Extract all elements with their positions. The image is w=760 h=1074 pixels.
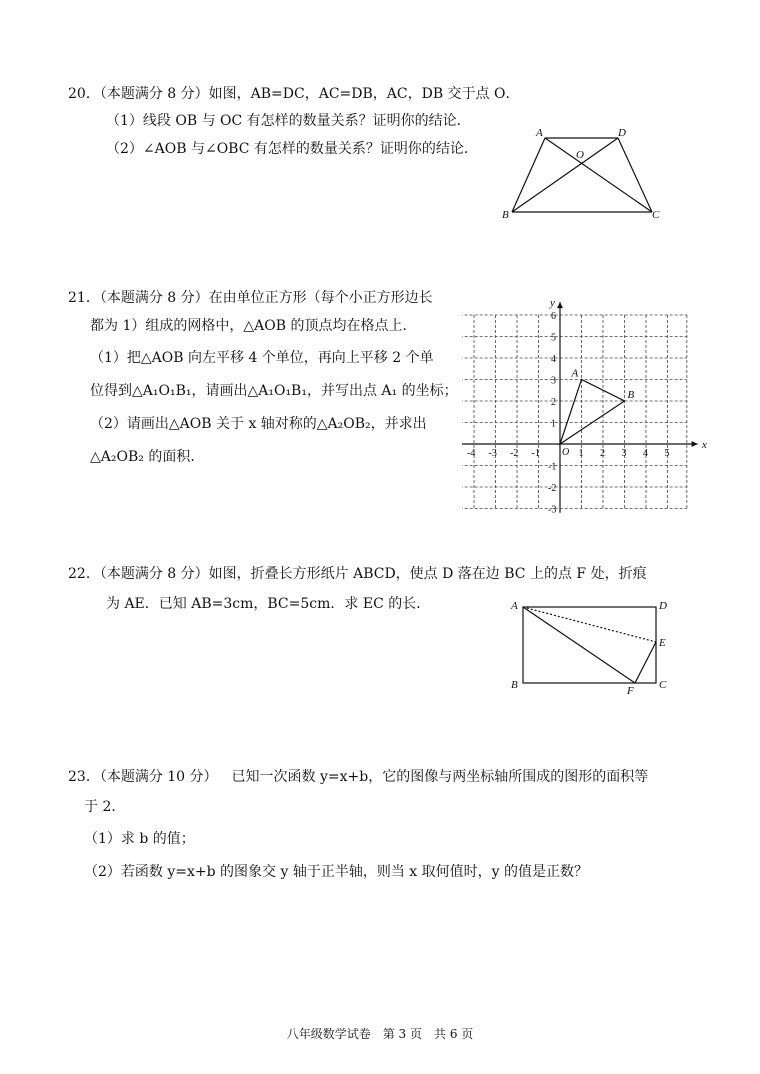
q21-part2: （2）请画出△AOB 关于 x 轴对称的△A₂OB₂，并求出 [90, 416, 427, 432]
q20-part2: （2）∠AOB 与∠OBC 有怎样的数量关系？证明你的结论． [106, 141, 478, 157]
y-tick-label: 1 [551, 418, 556, 430]
x-tick-label: -3 [488, 448, 497, 459]
q21-line2: 都为 1）组成的网格中，△AOB 的顶点均在格点上． [90, 318, 417, 334]
q21-part1-cont: 位得到△A₁O₁B₁，请画出△A₁O₁B₁，并写出点 A₁ 的坐标； [90, 383, 458, 399]
q22-figure [505, 595, 685, 700]
y-tick-label: -3 [548, 504, 557, 516]
segment-af [523, 607, 635, 683]
x-tick-label: -4 [467, 448, 476, 459]
q23-line2: 于 2． [84, 799, 126, 815]
label-b: B [511, 679, 518, 691]
point-label-a: A [571, 367, 579, 380]
x-tick-label: 2 [600, 448, 605, 459]
q20-stem: 20．（本题满分 8 分）如图，AB=DC，AC=DB，AC，DB 交于点 O． [68, 86, 520, 102]
y-tick-label: 3 [551, 375, 556, 387]
q22-line2: 为 AE．已知 AB=3cm，BC=5cm．求 EC 的长． [106, 596, 431, 612]
y-tick-label: 6 [551, 311, 556, 322]
label-d: D [618, 127, 626, 139]
x-tick-label: -1 [531, 448, 540, 459]
label-a: A [511, 600, 518, 612]
q22-stem: 22．（本题满分 8 分）如图，折叠长方形纸片 ABCD，使点 D 落在边 BC 上的点 F 处，折痕 [68, 566, 647, 582]
q20-part1: （1）线段 OB 与 OC 有怎样的数量关系？证明你的结论． [106, 113, 471, 129]
q21-part1: （1）把△AOB 向左平移 4 个单位，再向上平移 2 个单 [90, 350, 434, 366]
label-b: B [502, 209, 509, 221]
label-e: E [659, 637, 666, 649]
page-footer: 八年级数学试卷 第 3 页 共 6 页 [286, 1027, 474, 1041]
y-tick-label: -1 [548, 461, 557, 473]
y-axis-label: y [550, 297, 555, 310]
segment-ac [545, 138, 652, 212]
q23-stem: 23．（本题满分 10 分） 已知一次函数 y=x+b，它的图像与两坐标轴所围成的图形的面积等 [68, 769, 649, 785]
x-tick-label: -2 [510, 448, 519, 459]
label-c: C [652, 209, 660, 221]
q21-grid-figure [462, 296, 712, 521]
label-o: O [576, 149, 584, 161]
origin-label: O [562, 447, 570, 458]
y-tick-label: 2 [551, 397, 556, 408]
x-axis-arrow [692, 441, 698, 447]
y-tick-label: 4 [551, 354, 556, 365]
point-label-b: B [627, 389, 635, 401]
triangle-aob [560, 380, 625, 445]
x-tick-label: 3 [621, 448, 627, 459]
label-c: C [659, 679, 667, 691]
x-axis-label: x [701, 439, 707, 451]
q21-stem: 21．（本题满分 8 分）在由单位正方形（每个小正方形边长 [68, 290, 433, 306]
q20-figure [500, 122, 680, 222]
q23-part2: （2）若函数 y=x+b 的图象交 y 轴于正半轴，则当 x 取何值时，y 的值是正数？ [84, 864, 588, 880]
label-d: D [659, 600, 667, 612]
x-tick-label: 5 [664, 448, 670, 459]
x-tick-label: 1 [578, 448, 584, 459]
rectangle-abcd [523, 607, 656, 683]
q21-part2-cont: △A₂OB₂ 的面积． [90, 449, 205, 465]
x-tick-label: 4 [643, 448, 648, 459]
y-tick-label: -2 [548, 483, 557, 494]
y-axis-arrow [557, 302, 563, 308]
segment-fe [635, 642, 656, 683]
y-tick-label: 5 [551, 332, 556, 344]
q23-part1: （1）求 b 的值； [84, 831, 195, 847]
label-a: A [536, 127, 543, 139]
label-f: F [627, 685, 634, 697]
fold-line-ae [523, 607, 656, 642]
